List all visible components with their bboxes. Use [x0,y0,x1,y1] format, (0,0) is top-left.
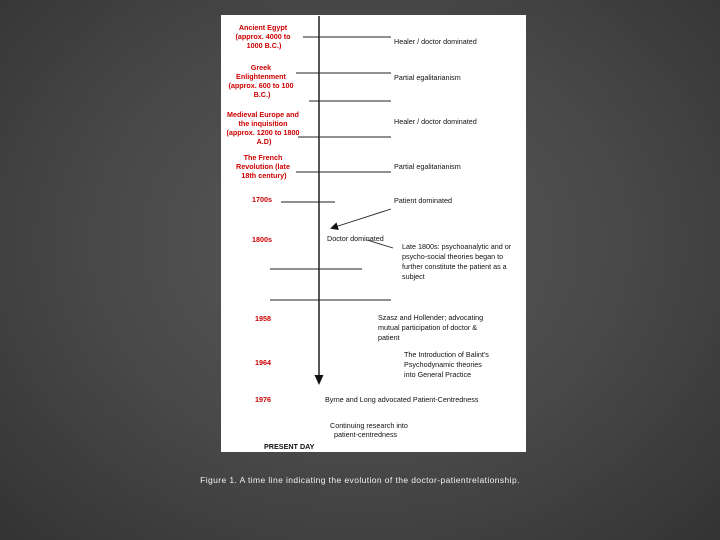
arrow-patient-dominated [332,209,391,228]
timeline-notes [325,37,513,439]
era-french-revolution: The French Revolution (late 18th century) [236,153,290,180]
timeline-arrowhead [315,375,324,385]
era-1964: 1964 [255,358,271,367]
era-medieval-europe: Medieval Europe and the inquisition (approx. 1200 to 1800 A.D) [226,110,300,146]
note-szasz-hollender: Szasz and Hollender; advocating mutual participation of doctor & patient [378,313,484,342]
note-byrne-long: Byrne and Long advocated Patient-Centredness [325,395,479,404]
note-patient-dominated: Patient dominated [394,196,452,205]
note-late-1800s: Late 1800s: psychoanalytic and or psycho-social theories began to further constitute the patient as a subject [402,242,512,281]
note-partial-egalitarianism-1: Partial egalitarianism [394,73,461,82]
note-partial-egalitarianism-2: Partial egalitarianism [394,162,461,171]
era-labels [226,23,301,404]
era-1958: 1958 [255,314,271,323]
note-healer-dominated-1: Healer / doctor dominated [394,37,477,46]
era-ancient-egypt: Ancient Egypt (approx. 4000 to 1000 B.C.) [235,23,291,50]
era-greek-enlightenment: Greek Enlightenment (approx. 600 to 100 B.C.) [228,63,294,99]
era-1976: 1976 [255,395,271,404]
note-balint: The Introduction of Balint's Psychodynamic theories into General Practice [404,350,489,379]
present-day-label: PRESENT DAY [264,442,315,451]
note-continuing-research: Continuing research into patient-centredness [330,421,408,439]
era-1700s: 1700s [252,195,272,204]
era-1800s: 1800s [252,235,272,244]
note-healer-dominated-2: Healer / doctor dominated [394,117,477,126]
figure-caption: Figure 1. A time line indicating the evolution of the doctor-patientrelationship. [200,475,520,485]
note-doctor-dominated: Doctor dominated [327,234,384,243]
